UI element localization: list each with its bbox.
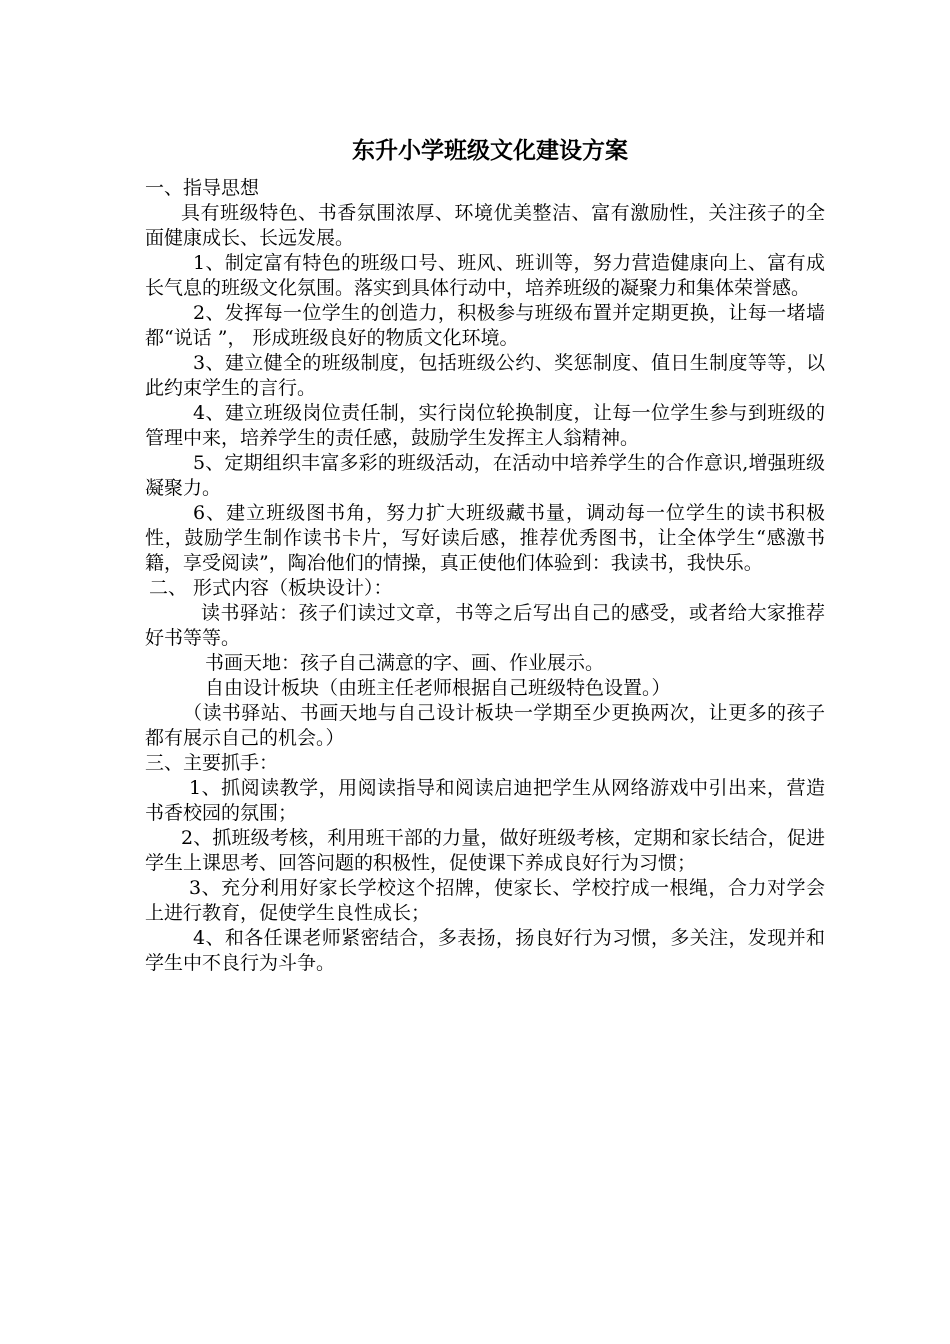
- page-title: 东升小学班级文化建设方案: [352, 137, 628, 164]
- section1-intro: 具有班级特色、书香氛围浓厚、环境优美整洁、富有激励性，关注孩子的全面健康成长、长远发展。: [145, 202, 825, 249]
- section-heading-form-content: 二、 形式内容（板块设计）：: [149, 577, 393, 599]
- section3-item: 4、和各任课老师紧密结合，多表扬，扬良好行为习惯，多关注，发现并和学生中不良行为斗争。: [145, 927, 825, 974]
- section2-item: 读书驿站：孩子们读过文章，书等之后写出自己的感受，或者给大家推荐好书等等。: [145, 602, 825, 649]
- section3-item: 1、抓阅读教学，用阅读指导和阅读启迪把学生从网络游戏中引出来，营造书香校园的氛围；: [145, 777, 825, 824]
- section2-item: 书画天地：孩子自己满意的字、画、作业展示。: [205, 652, 605, 674]
- section3-item: 2、抓班级考核，利用班干部的力量，做好班级考核，定期和家长结合，促进学生上课思考、回答问题的积极性，促使课下养成良好行为习惯；: [145, 827, 825, 874]
- section1-item: 3、建立健全的班级制度，包括班级公约、奖惩制度、值日生制度等等，以此约束学生的言行。: [145, 352, 825, 399]
- section-heading-main-measures: 三、主要抓手：: [145, 752, 279, 774]
- document-body: [145, 136, 825, 976]
- section1-item: 6、建立班级图书角，努力扩大班级藏书量，调动每一位学生的读书积极性，鼓励学生制作读书卡片，写好读后感，推荐优秀图书，让全体学生“感激书籍，享受阅读”，陶冶他们的情操，真正使他们体验到：我读书，我快乐。: [145, 502, 825, 574]
- section1-item: 2、发挥每一位学生的创造力，积极参与班级布置并定期更换，让每一堵墙都“说话 ”， 形成班级良好的物质文化环境。: [145, 302, 825, 349]
- section1-item: 1、制定富有特色的班级口号、班风、班训等，努力营造健康向上、富有成长气息的班级文化氛围。落实到具体行动中，培养班级的凝聚力和集体荣誉感。: [145, 252, 825, 299]
- section1-item: 5、定期组织丰富多彩的班级活动，在活动中培养学生的合作意识,增强班级凝聚力。: [145, 452, 825, 499]
- section3-item: 3、充分利用好家长学校这个招牌，使家长、学校拧成一根绳，合力对学会上进行教育，促使学生良性成长；: [145, 877, 825, 924]
- section1-item: 4、建立班级岗位责任制，实行岗位轮换制度，让每一位学生参与到班级的管理中来，培养学生的责任感，鼓励学生发挥主人翁精神。: [145, 402, 825, 449]
- section2-item: 自由设计板块（由班主任老师根据自己班级特色设置。）: [205, 677, 671, 699]
- section2-item: （读书驿站、书画天地与自己设计板块一学期至少更换两次，让更多的孩子都有展示自己的机会。）: [145, 702, 825, 749]
- section-heading-guiding-thought: 一、指导思想: [145, 177, 260, 199]
